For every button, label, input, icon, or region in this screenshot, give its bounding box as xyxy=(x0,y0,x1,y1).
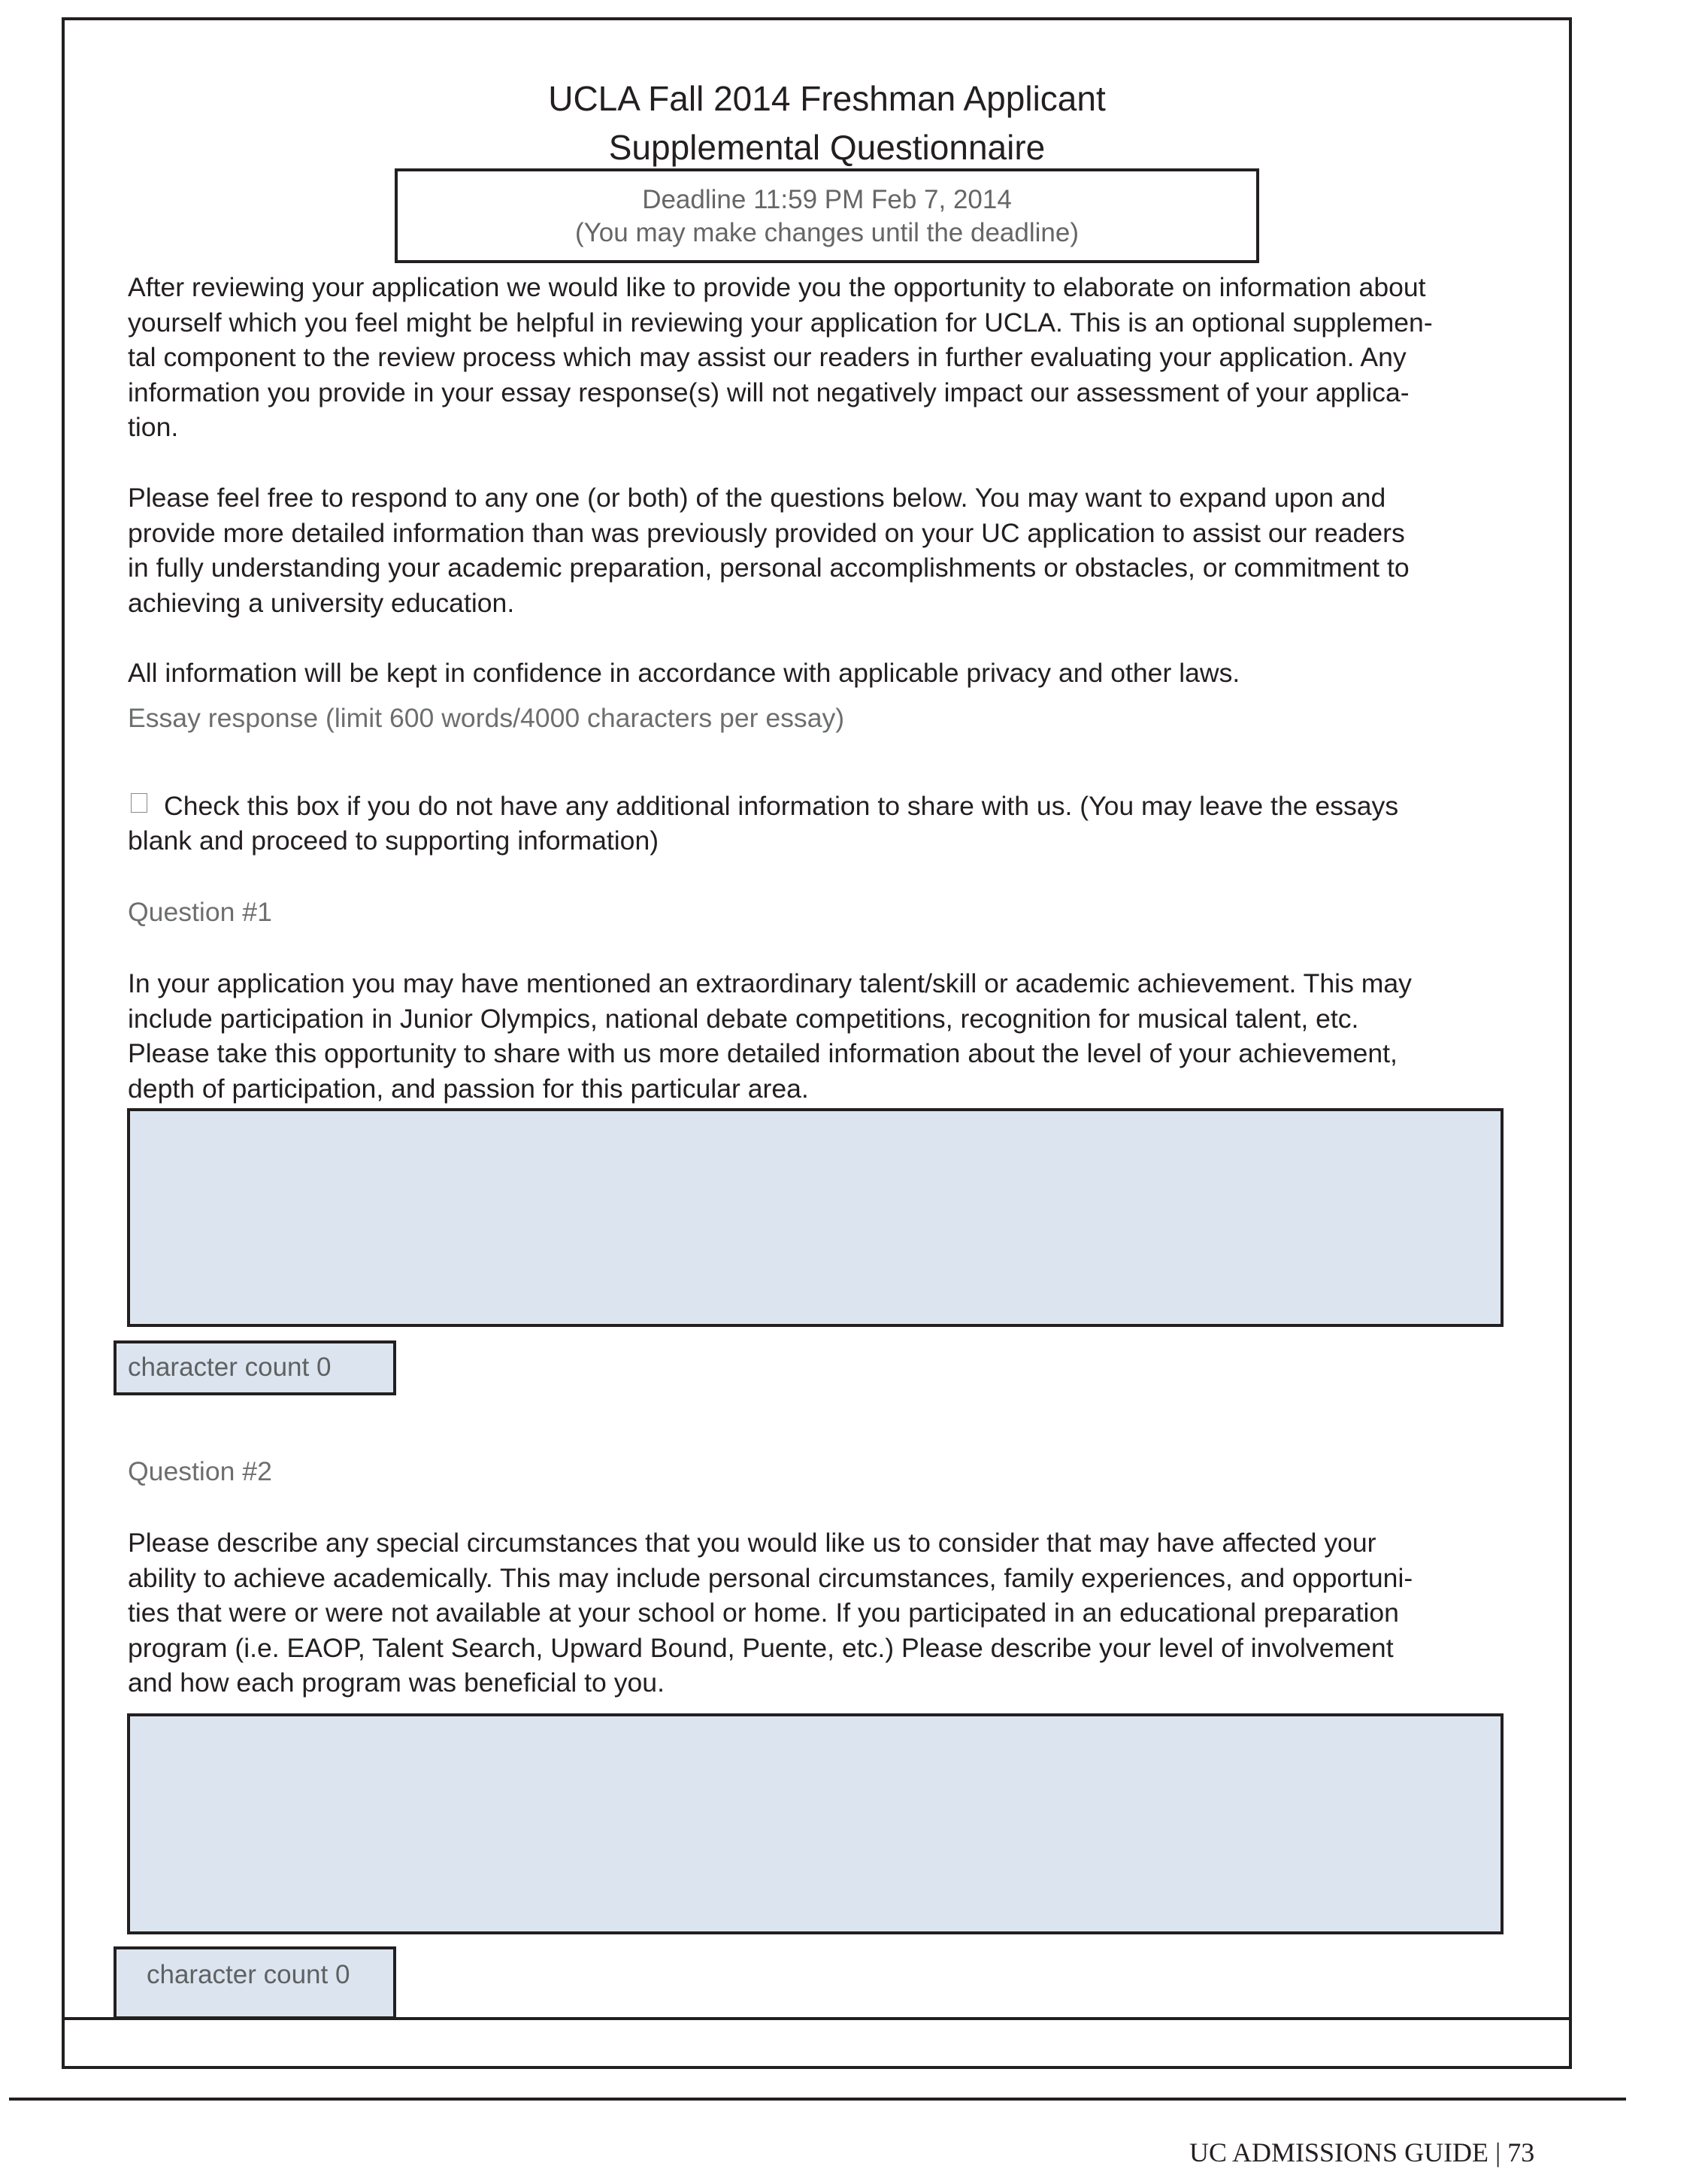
question-1-character-count: character count 0 xyxy=(128,1353,332,1382)
page-subtitle: Supplemental Questionnaire xyxy=(608,128,1046,167)
no-additional-info-checkbox[interactable] xyxy=(131,793,147,813)
text-line: In your application you may have mentioned an extraordinary talent/skill or academic achievement. This may xyxy=(128,968,1412,998)
text-line: Please take this opportunity to share with us more detailed information about the level of your achievement, xyxy=(128,1038,1398,1069)
text-line: depth of participation, and passion for this particular area. xyxy=(128,1073,809,1104)
deadline-note: (You may make changes until the deadline) xyxy=(575,218,1079,247)
question-2-label: Question #2 xyxy=(128,1456,272,1486)
text-line: After reviewing your application we would like to provide you the opportunity to elaborate on information about xyxy=(128,272,1426,302)
form-bottom-divider xyxy=(62,2017,1572,2020)
text-line: tal component to the review process which may assist our readers in further evaluating your application. Any xyxy=(128,342,1407,373)
text-line: information you provide in your essay response(s) will not negatively impact our assessment of your applica- xyxy=(128,377,1410,407)
text-line: achieving a university education. xyxy=(128,587,515,618)
text-line: yourself which you feel might be helpful in reviewing your application for UCLA. This is an optional supplemen- xyxy=(128,307,1433,338)
text-line: and how each program was beneficial to you. xyxy=(128,1668,665,1698)
text-line: provide more detailed information than was previously provided on your UC application to assist our readers xyxy=(128,517,1405,548)
question-2-response-textarea[interactable] xyxy=(127,1713,1504,1934)
question-2-character-count: character count 0 xyxy=(147,1960,350,1989)
text-line: ties that were or were not available at your school or home. If you participated in an educational preparation xyxy=(128,1598,1399,1628)
text-line: Please feel free to respond to any one (or both) of the questions below. You may want to expand upon and xyxy=(128,483,1386,513)
checkbox-label-line-2: blank and proceed to supporting information) xyxy=(128,825,659,856)
deadline-box xyxy=(395,168,1259,263)
question-1-label: Question #1 xyxy=(128,897,272,927)
question-1-character-count-box xyxy=(114,1340,396,1395)
text-line: Please describe any special circumstances that you would like us to consider that may have affected your xyxy=(128,1528,1376,1558)
text-line: tion. xyxy=(128,412,179,443)
question-1-response-textarea[interactable] xyxy=(127,1108,1504,1327)
checkbox-label-line-1: Check this box if you do not have any additional information to share with us. (You may leave the essays xyxy=(164,791,1399,821)
intro-paragraph-1 xyxy=(128,270,1511,445)
question-2-character-count-box xyxy=(114,1946,396,2019)
text-line: include participation in Junior Olympics, national debate competitions, recognition for musical talent, etc. xyxy=(128,1003,1359,1034)
question-1-prompt xyxy=(128,966,1511,1106)
page-footer: UC ADMISSIONS GUIDE | 73 xyxy=(1189,2137,1535,2167)
privacy-statement: All information will be kept in confidence in accordance with applicable privacy and other laws. xyxy=(128,658,1240,688)
essay-limit-note: Essay response (limit 600 words/4000 characters per essay) xyxy=(128,703,845,733)
intro-paragraph-2 xyxy=(128,480,1511,620)
footer-rule xyxy=(9,2098,1626,2101)
text-line: program (i.e. EAOP, Talent Search, Upward Bound, Puente, etc.) Please describe your level of involvement xyxy=(128,1632,1394,1663)
text-line: ability to achieve academically. This may include personal circumstances, family experiences, and opportuni- xyxy=(128,1562,1413,1593)
deadline-text: Deadline 11:59 PM Feb 7, 2014 xyxy=(642,185,1012,214)
page-title: UCLA Fall 2014 Freshman Applicant xyxy=(548,79,1106,118)
text-line: in fully understanding your academic preparation, personal accomplishments or obstacles, or commitment to xyxy=(128,553,1410,583)
question-2-prompt xyxy=(128,1525,1511,1701)
